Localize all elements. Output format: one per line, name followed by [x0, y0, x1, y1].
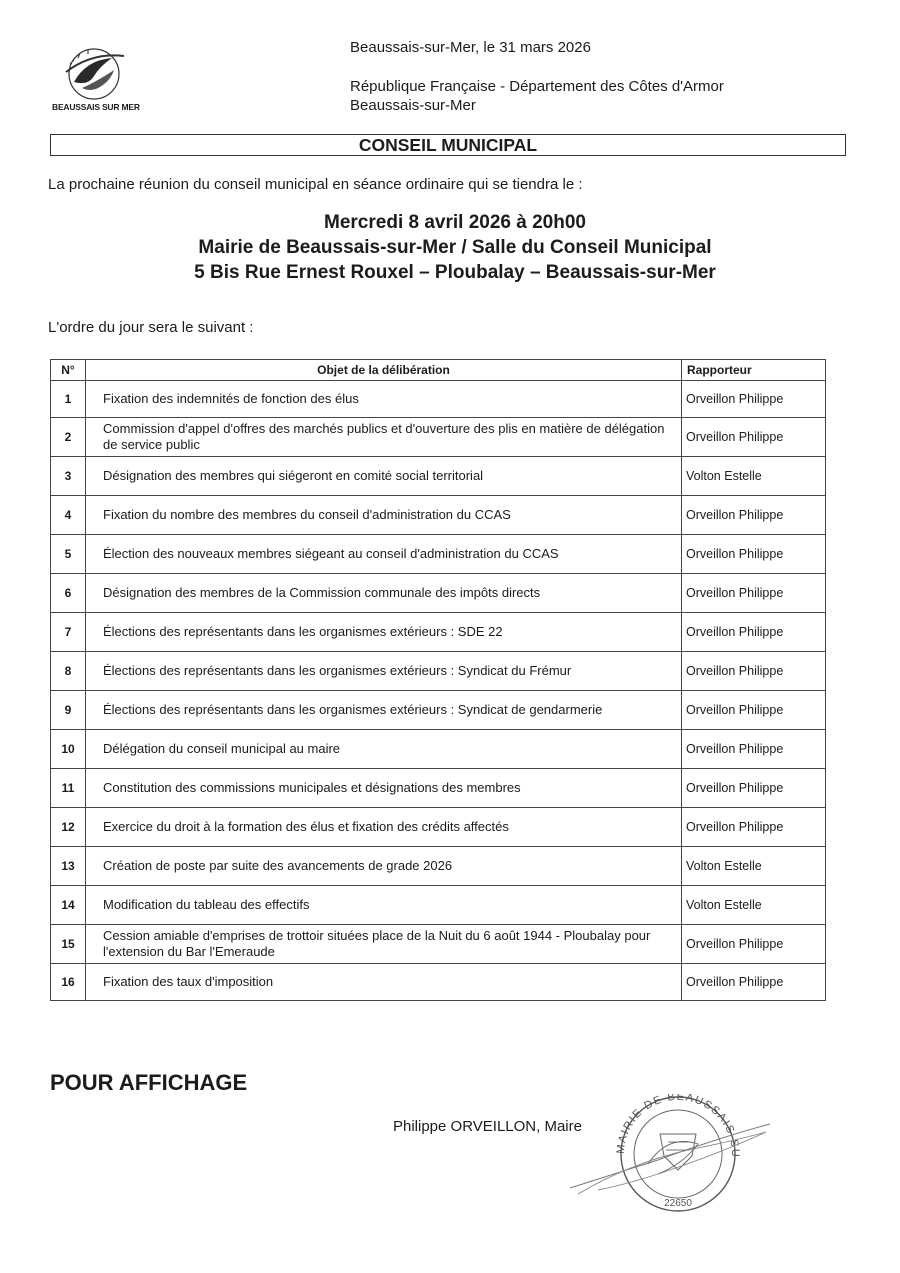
table-row: [51, 886, 826, 925]
row-rapporteur: Orveillon Philippe: [682, 808, 826, 847]
header-num: N°: [51, 360, 86, 381]
row-object: Délégation du conseil municipal au maire: [86, 730, 682, 769]
row-rapporteur: Orveillon Philippe: [682, 925, 826, 964]
stamp-ring-text: MAIRIE DE BEAUSSAIS-SU: [614, 1094, 742, 1159]
order-intro: L'ordre du jour sera le suivant :: [48, 319, 254, 336]
meeting-address: 5 Bis Rue Ernest Rouxel – Ploubalay – Beaussais-sur-Mer: [194, 262, 716, 283]
table-row: [51, 613, 826, 652]
row-rapporteur: Volton Estelle: [682, 457, 826, 496]
row-rapporteur: Orveillon Philippe: [682, 535, 826, 574]
mairie-stamp: [568, 1094, 778, 1212]
table-row: [51, 847, 826, 886]
agenda-table: [50, 359, 826, 1001]
table-row: [51, 964, 826, 1001]
row-num: 12: [51, 808, 86, 847]
svg-text:MAIRIE DE BEAUSSAIS-SUR-MER: [568, 1094, 741, 1158]
row-rapporteur: Orveillon Philippe: [682, 769, 826, 808]
row-rapporteur: Orveillon Philippe: [682, 496, 826, 535]
table-row: [51, 808, 826, 847]
table-row: [51, 730, 826, 769]
table-row: [51, 535, 826, 574]
header-rapporteur: Rapporteur: [682, 360, 826, 381]
row-rapporteur: Volton Estelle: [682, 847, 826, 886]
table-row: [51, 381, 826, 418]
table-row: [51, 691, 826, 730]
table-row: [51, 457, 826, 496]
row-object: Modification du tableau des effectifs: [86, 886, 682, 925]
row-object: Fixation des indemnités de fonction des élus: [86, 381, 682, 418]
row-num: 13: [51, 847, 86, 886]
row-object: Désignation des membres qui siégeront en comité social territorial: [86, 457, 682, 496]
row-rapporteur: Orveillon Philippe: [682, 613, 826, 652]
row-rapporteur: Orveillon Philippe: [682, 691, 826, 730]
row-num: 14: [51, 886, 86, 925]
row-num: 4: [51, 496, 86, 535]
row-num: 10: [51, 730, 86, 769]
row-object: Exercice du droit à la formation des élus et fixation des crédits affectés: [86, 808, 682, 847]
row-num: 7: [51, 613, 86, 652]
meeting-place: Mairie de Beaussais-sur-Mer / Salle du Conseil Municipal: [198, 237, 712, 258]
table-row: [51, 769, 826, 808]
row-num: 9: [51, 691, 86, 730]
row-object: Élections des représentants dans les organismes extérieurs : Syndicat du Frémur: [86, 652, 682, 691]
row-object: Élection des nouveaux membres siégeant au conseil d'administration du CCAS: [86, 535, 682, 574]
stamp-postal-code: 22650: [664, 1198, 692, 1209]
row-num: 16: [51, 964, 86, 1001]
table-row: [51, 418, 826, 457]
row-num: 2: [51, 418, 86, 457]
row-num: 3: [51, 457, 86, 496]
row-rapporteur: Orveillon Philippe: [682, 964, 826, 1001]
meeting-date: Mercredi 8 avril 2026 à 20h00: [324, 212, 586, 233]
signatory: Philippe ORVEILLON, Maire: [393, 1118, 582, 1135]
row-object: Fixation des taux d'imposition: [86, 964, 682, 1001]
row-num: 15: [51, 925, 86, 964]
row-num: 8: [51, 652, 86, 691]
row-rapporteur: Volton Estelle: [682, 886, 826, 925]
table-row: [51, 574, 826, 613]
row-object: Cession amiable d'emprises de trottoir situées place de la Nuit du 6 août 1944 - Ploubalay pour l'extension du Bar l'Emeraude: [86, 925, 682, 964]
stamp-seal-icon: [568, 1094, 778, 1212]
row-object: Création de poste par suite des avancements de grade 2026: [86, 847, 682, 886]
row-object: Constitution des commissions municipales et désignations des membres: [86, 769, 682, 808]
table-row: [51, 925, 826, 964]
date-line: Beaussais-sur-Mer, le 31 mars 2026: [350, 39, 591, 56]
commune-logo: [52, 42, 140, 118]
row-rapporteur: Orveillon Philippe: [682, 652, 826, 691]
row-rapporteur: Orveillon Philippe: [682, 381, 826, 418]
meeting-details: [50, 211, 860, 288]
row-object: Fixation du nombre des membres du conseil d'administration du CCAS: [86, 496, 682, 535]
header-object: Objet de la délibération: [86, 360, 682, 381]
table-row: [51, 652, 826, 691]
row-num: 5: [51, 535, 86, 574]
row-num: 1: [51, 381, 86, 418]
row-object: Commission d'appel d'offres des marchés publics et d'ouverture des plis en matière de délégation de service public: [86, 418, 682, 457]
commune-line: Beaussais-sur-Mer: [350, 97, 476, 114]
row-rapporteur: Orveillon Philippe: [682, 418, 826, 457]
logo-text: BEAUSSAIS SUR MER: [52, 102, 140, 112]
row-object: Élections des représentants dans les organismes extérieurs : SDE 22: [86, 613, 682, 652]
table-header-row: [51, 360, 826, 381]
affichage-notice: POUR AFFICHAGE: [50, 1070, 248, 1095]
row-object: Désignation des membres de la Commission communale des impôts directs: [86, 574, 682, 613]
row-num: 11: [51, 769, 86, 808]
table-row: [51, 496, 826, 535]
row-rapporteur: Orveillon Philippe: [682, 730, 826, 769]
intro-text: La prochaine réunion du conseil municipal en séance ordinaire qui se tiendra le :: [48, 176, 583, 193]
republic-line: République Française - Département des Côtes d'Armor: [350, 78, 724, 95]
page-title: CONSEIL MUNICIPAL: [50, 134, 846, 156]
row-rapporteur: Orveillon Philippe: [682, 574, 826, 613]
row-num: 6: [51, 574, 86, 613]
row-object: Élections des représentants dans les organismes extérieurs : Syndicat de gendarmerie: [86, 691, 682, 730]
logo-emblem-icon: [52, 42, 136, 104]
